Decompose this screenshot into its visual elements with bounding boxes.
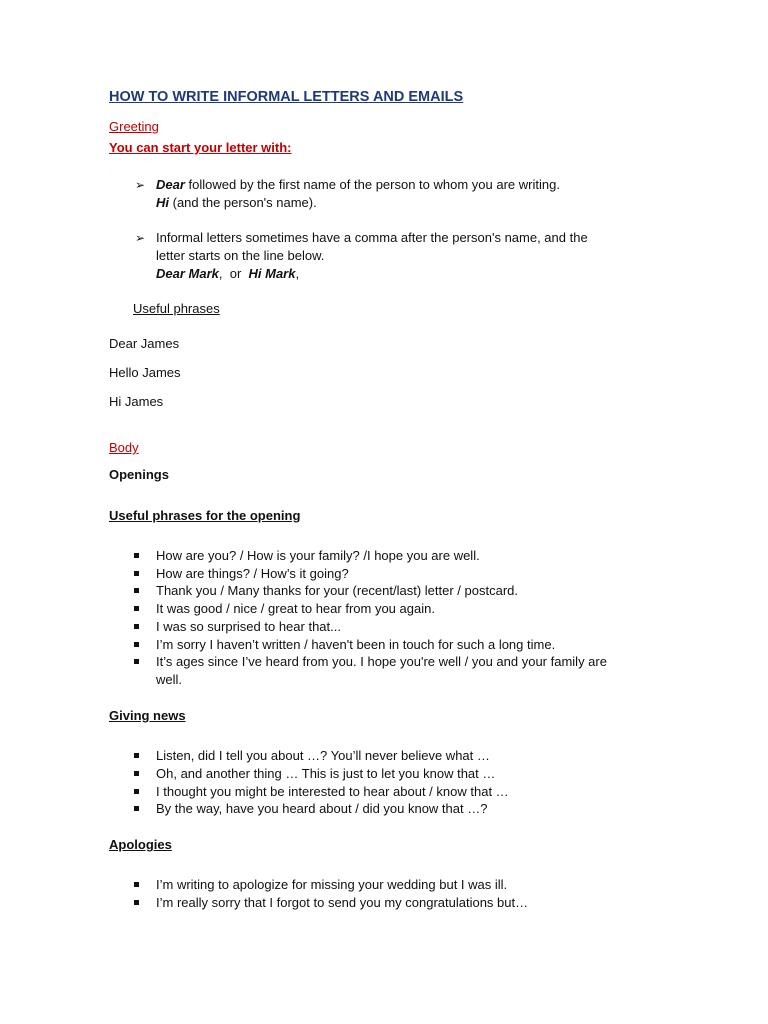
greeting-heading: Greeting	[109, 119, 159, 134]
square-bullet-icon	[134, 606, 139, 611]
square-bullet-icon	[134, 659, 139, 664]
phrase-item: Hi James	[109, 394, 164, 409]
square-bullet-icon	[134, 571, 139, 576]
list-item: By the way, have you heard about / did you know that …?	[156, 801, 488, 816]
bullet-dear-line: Dear followed by the first name of the person to whom you are writing.	[156, 177, 560, 192]
phrase-item: Dear James	[109, 336, 180, 351]
list-item: I’m writing to apologize for missing your wedding but I was ill.	[156, 877, 508, 892]
comma-examples: Dear Mark, or Hi Mark,	[156, 266, 300, 281]
square-bullet-icon	[134, 882, 139, 887]
useful-phrases-heading: Useful phrases	[133, 301, 220, 316]
arrow-bullet-icon: ➢	[135, 231, 146, 245]
greeting-subheading: You can start your letter with:	[109, 140, 292, 155]
page-title: HOW TO WRITE INFORMAL LETTERS AND EMAILS	[109, 89, 464, 105]
phrase-item: Hello James	[109, 365, 181, 380]
square-bullet-icon	[134, 900, 139, 905]
square-bullet-icon	[134, 553, 139, 558]
list-item: Thank you / Many thanks for your (recent/last) letter / postcard.	[156, 583, 518, 598]
giving-news-heading: Giving news	[109, 708, 186, 723]
comma-note-line2: letter starts on the line below.	[156, 248, 325, 263]
square-bullet-icon	[134, 771, 139, 776]
list-item: I thought you might be interested to hear about / know that …	[156, 784, 509, 799]
list-item-continuation: well.	[156, 672, 183, 687]
list-item: I was so surprised to hear that...	[156, 619, 341, 634]
openings-heading: Openings	[109, 467, 169, 482]
square-bullet-icon	[134, 789, 139, 794]
list-item: It’s ages since I’ve heard from you. I hope you're well / you and your family are	[156, 654, 607, 669]
list-item: How are things? / How’s it going?	[156, 566, 349, 581]
list-item: I’m really sorry that I forgot to send you my congratulations but…	[156, 895, 529, 910]
comma-note-line1: Informal letters sometimes have a comma after the person's name, and the	[156, 230, 588, 245]
list-item: Oh, and another thing … This is just to let you know that …	[156, 766, 496, 781]
list-item: I’m sorry I haven’t written / haven't been in touch for such a long time.	[156, 637, 556, 652]
list-item: Listen, did I tell you about …? You’ll never believe what …	[156, 748, 490, 763]
list-item: How are you? / How is your family? /I hope you are well.	[156, 548, 480, 563]
square-bullet-icon	[134, 624, 139, 629]
bullet-hi-line: Hi (and the person's name).	[156, 195, 317, 210]
square-bullet-icon	[134, 753, 139, 758]
square-bullet-icon	[134, 806, 139, 811]
body-heading: Body	[109, 440, 139, 455]
square-bullet-icon	[134, 642, 139, 647]
list-item: It was good / nice / great to hear from you again.	[156, 601, 435, 616]
opening-phrases-heading: Useful phrases for the opening	[109, 508, 301, 523]
apologies-heading: Apologies	[109, 837, 172, 852]
square-bullet-icon	[134, 588, 139, 593]
arrow-bullet-icon: ➢	[135, 178, 146, 192]
